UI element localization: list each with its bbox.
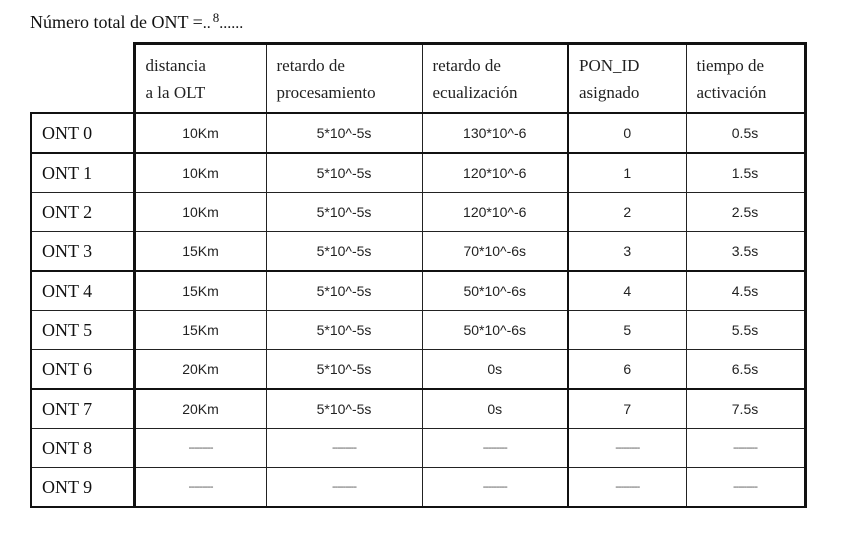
distancia-cell: 20Km: [134, 389, 266, 429]
distancia-cell: ---------: [134, 468, 266, 508]
table-row: [31, 429, 805, 468]
page-title: [30, 12, 243, 33]
row-label: ONT 3: [31, 232, 134, 272]
tiempo-activacion-cell: 1.5s: [686, 153, 805, 193]
header-distancia: [134, 44, 266, 114]
row-label: ONT 1: [31, 153, 134, 193]
title-suffix: ......: [219, 15, 244, 32]
table-row: [31, 153, 805, 193]
header-distancia-line1: distancia: [145, 55, 206, 75]
row-label: ONT 7: [31, 389, 134, 429]
tiempo-activacion-cell: 3.5s: [686, 232, 805, 272]
pon-id-cell: ---------: [568, 468, 686, 508]
row-label: ONT 5: [31, 311, 134, 350]
table-row: [31, 232, 805, 272]
table-row: [31, 389, 805, 429]
retardo-procesamiento-cell: 5*10^-5s: [266, 350, 422, 390]
retardo-ecualizacion-cell: ---------: [422, 429, 568, 468]
distancia-cell: ---------: [134, 429, 266, 468]
pon-id-cell: 0: [568, 113, 686, 153]
retardo-ecualizacion-cell: 50*10^-6s: [422, 271, 568, 311]
header-tiempo-line2: activación: [696, 82, 767, 102]
header-tiempo-activacion: [686, 44, 805, 114]
distancia-cell: 20Km: [134, 350, 266, 390]
table-row: [31, 113, 805, 153]
tiempo-activacion-cell: 7.5s: [686, 389, 805, 429]
table-row: [31, 271, 805, 311]
header-pon-id-line2: asignado: [579, 82, 640, 102]
distancia-cell: 15Km: [134, 232, 266, 272]
row-label: ONT 8: [31, 429, 134, 468]
pon-id-cell: 1: [568, 153, 686, 193]
title-dots-left: ..: [202, 15, 211, 32]
pon-id-cell: ---------: [568, 429, 686, 468]
tiempo-activacion-cell: 4.5s: [686, 271, 805, 311]
retardo-ecualizacion-cell: ---------: [422, 468, 568, 508]
distancia-cell: 10Km: [134, 113, 266, 153]
tiempo-activacion-cell: 5.5s: [686, 311, 805, 350]
retardo-procesamiento-cell: 5*10^-5s: [266, 113, 422, 153]
tiempo-activacion-cell: 6.5s: [686, 350, 805, 390]
retardo-ecualizacion-cell: 50*10^-6s: [422, 311, 568, 350]
retardo-procesamiento-cell: 5*10^-5s: [266, 311, 422, 350]
header-retardo-ecualizacion: [422, 44, 568, 114]
retardo-procesamiento-cell: ---------: [266, 429, 422, 468]
header-retardo-proc-line2: procesamiento: [276, 82, 376, 102]
header-distancia-line2: a la OLT: [145, 82, 206, 102]
header-retardo-ecu-line2: ecualización: [432, 82, 518, 102]
pon-id-cell: 3: [568, 232, 686, 272]
table-body: [31, 113, 805, 507]
distancia-cell: 15Km: [134, 311, 266, 350]
header-pon-id-line1: PON_ID: [579, 55, 640, 75]
distancia-cell: 10Km: [134, 153, 266, 193]
header-retardo-procesamiento: [266, 44, 422, 114]
pon-id-cell: 7: [568, 389, 686, 429]
row-label: ONT 0: [31, 113, 134, 153]
retardo-ecualizacion-cell: 70*10^-6s: [422, 232, 568, 272]
header-empty-cell: [31, 44, 134, 114]
row-label: ONT 6: [31, 350, 134, 390]
retardo-procesamiento-cell: 5*10^-5s: [266, 389, 422, 429]
pon-id-cell: 2: [568, 193, 686, 232]
header-retardo-proc-line1: retardo de: [276, 55, 345, 75]
tiempo-activacion-cell: ---------: [686, 429, 805, 468]
tiempo-activacion-cell: ---------: [686, 468, 805, 508]
retardo-procesamiento-cell: 5*10^-5s: [266, 153, 422, 193]
table-row: [31, 468, 805, 508]
pon-id-cell: 4: [568, 271, 686, 311]
retardo-procesamiento-cell: 5*10^-5s: [266, 232, 422, 272]
ont-table: [30, 42, 807, 508]
distancia-cell: 10Km: [134, 193, 266, 232]
retardo-ecualizacion-cell: 130*10^-6: [422, 113, 568, 153]
row-label: ONT 2: [31, 193, 134, 232]
table-row: [31, 193, 805, 232]
tiempo-activacion-cell: 2.5s: [686, 193, 805, 232]
retardo-procesamiento-cell: 5*10^-5s: [266, 193, 422, 232]
row-label: ONT 9: [31, 468, 134, 508]
header-retardo-ecu-line1: retardo de: [432, 55, 501, 75]
retardo-ecualizacion-cell: 0s: [422, 389, 568, 429]
distancia-cell: 15Km: [134, 271, 266, 311]
retardo-ecualizacion-cell: 120*10^-6: [422, 193, 568, 232]
retardo-ecualizacion-cell: 0s: [422, 350, 568, 390]
table-row: [31, 350, 805, 390]
title-prefix: Número total de ONT =: [30, 12, 203, 32]
table-row: [31, 311, 805, 350]
header-tiempo-line1: tiempo de: [696, 55, 765, 75]
table-header-row: [31, 44, 805, 114]
retardo-procesamiento-cell: 5*10^-5s: [266, 271, 422, 311]
row-label: ONT 4: [31, 271, 134, 311]
pon-id-cell: 6: [568, 350, 686, 390]
retardo-ecualizacion-cell: 120*10^-6: [422, 153, 568, 193]
tiempo-activacion-cell: 0.5s: [686, 113, 805, 153]
retardo-procesamiento-cell: ---------: [266, 468, 422, 508]
pon-id-cell: 5: [568, 311, 686, 350]
ont-count: 8: [212, 10, 220, 25]
header-pon-id: [568, 44, 686, 114]
